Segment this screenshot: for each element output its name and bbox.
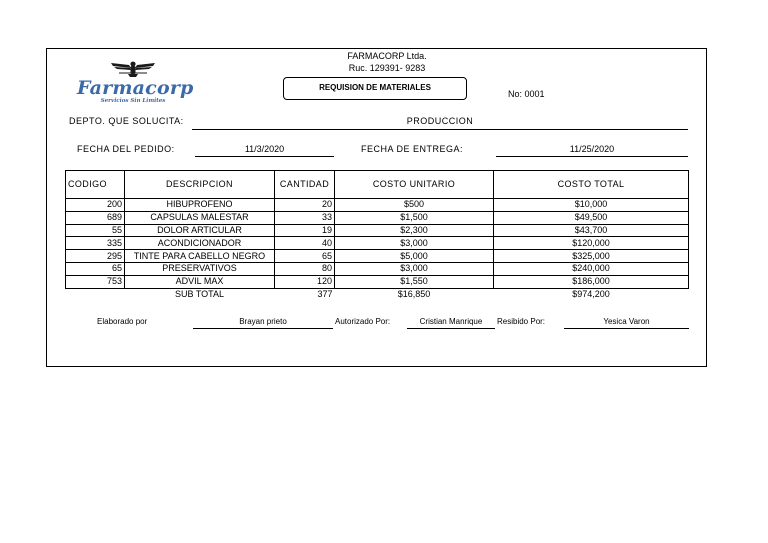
cell-costo-unitario: $1,550	[335, 275, 494, 288]
cell-descripcion: DOLOR ARTICULAR	[125, 224, 275, 237]
dept-value: PRODUCCION	[406, 116, 474, 126]
header-codigo: CODIGO	[66, 171, 125, 199]
subtotal-costo-unitario: $16,850	[397, 289, 431, 300]
eagle-icon	[109, 60, 157, 78]
received-by-value: Yesica Varon	[603, 317, 650, 326]
table-row	[66, 199, 689, 212]
cell-costo-unitario: $500	[335, 199, 494, 212]
cell-codigo: 55	[66, 224, 125, 237]
received-by-underline	[564, 328, 689, 329]
cell-cantidad: 20	[275, 199, 335, 212]
dept-label: DEPTO. QUE SOLUCITA:	[69, 116, 184, 126]
table-row	[66, 250, 689, 263]
table-row	[66, 262, 689, 275]
cell-costo-total: $240,000	[494, 262, 689, 275]
cell-cantidad: 120	[275, 275, 335, 288]
authorized-by-underline	[407, 328, 495, 329]
cell-costo-total: $10,000	[494, 199, 689, 212]
cell-costo-unitario: $2,300	[335, 224, 494, 237]
document-title: REQUISION DE MATERIALES	[283, 77, 467, 100]
company-header	[287, 50, 487, 74]
delivery-date-label: FECHA DE ENTREGA:	[361, 144, 464, 154]
authorized-by-value: Cristian Manrique	[419, 317, 483, 326]
received-by-label: Resibido Por:	[497, 317, 546, 326]
order-date-underline	[195, 156, 334, 157]
document-number: No: 0001	[508, 89, 545, 99]
cell-descripcion: HIBUPROFENO	[125, 199, 275, 212]
order-date-label: FECHA DEL PEDIDO:	[77, 144, 175, 154]
header-costo-unitario: COSTO UNITARIO	[335, 171, 494, 199]
table-row	[66, 275, 689, 288]
cell-costo-total: $186,000	[494, 275, 689, 288]
cell-codigo: 689	[66, 211, 125, 224]
cell-costo-unitario: $3,000	[335, 262, 494, 275]
subtotal-label: SUB TOTAL	[174, 289, 225, 300]
cell-descripcion: CAPSULAS MALESTAR	[125, 211, 275, 224]
header-descripcion: DESCRIPCION	[125, 171, 275, 199]
header-costo-total: COSTO TOTAL	[494, 171, 689, 199]
header-cantidad: CANTIDAD	[275, 171, 335, 199]
cell-costo-total: $49,500	[494, 211, 689, 224]
prepared-by-label: Elaborado por	[97, 317, 148, 326]
logo-tagline: Servicios Sin Limites	[100, 98, 166, 104]
logo-wordmark: Farmacorp	[77, 77, 194, 99]
table-row	[66, 237, 689, 250]
cell-costo-total: $120,000	[494, 237, 689, 250]
cell-codigo: 65	[66, 262, 125, 275]
company-logo	[77, 57, 194, 107]
cell-costo-total: $43,700	[494, 224, 689, 237]
cell-descripcion: PRESERVATIVOS	[125, 262, 275, 275]
subtotal-row	[66, 288, 689, 301]
delivery-date-value: 11/25/2020	[569, 144, 615, 154]
cell-cantidad: 19	[275, 224, 335, 237]
order-date-value: 11/3/2020	[244, 144, 285, 154]
cell-cantidad: 80	[275, 262, 335, 275]
table-header-row	[66, 171, 689, 199]
subtotal-costo-total: $974,200	[572, 289, 610, 300]
cell-costo-unitario: $3,000	[335, 237, 494, 250]
cell-descripcion: TINTE PARA CABELLO NEGRO	[125, 250, 275, 263]
cell-codigo: 335	[66, 237, 125, 250]
authorized-by-label: Autorizado Por:	[335, 317, 391, 326]
subtotal-blank	[66, 288, 125, 301]
cell-cantidad: 33	[275, 211, 335, 224]
cell-cantidad: 65	[275, 250, 335, 263]
cell-costo-unitario: $5,000	[335, 250, 494, 263]
cell-codigo: 200	[66, 199, 125, 212]
table-row	[66, 224, 689, 237]
dept-underline	[192, 129, 688, 130]
cell-costo-total: $325,000	[494, 250, 689, 263]
table-row	[66, 211, 689, 224]
cell-descripcion: ACONDICIONADOR	[125, 237, 275, 250]
items-table	[65, 170, 689, 301]
requisition-form	[46, 48, 707, 367]
company-ruc: Ruc. 129391- 9283	[348, 63, 426, 73]
cell-cantidad: 40	[275, 237, 335, 250]
prepared-by-underline	[193, 328, 333, 329]
company-name: FARMACORP Ltda.	[347, 51, 427, 61]
delivery-date-underline	[496, 156, 688, 157]
prepared-by-value: Brayan prieto	[239, 317, 287, 326]
cell-costo-unitario: $1,500	[335, 211, 494, 224]
cell-descripcion: ADVIL MAX	[125, 275, 275, 288]
subtotal-cantidad: 377	[317, 289, 333, 300]
cell-codigo: 753	[66, 275, 125, 288]
cell-codigo: 295	[66, 250, 125, 263]
